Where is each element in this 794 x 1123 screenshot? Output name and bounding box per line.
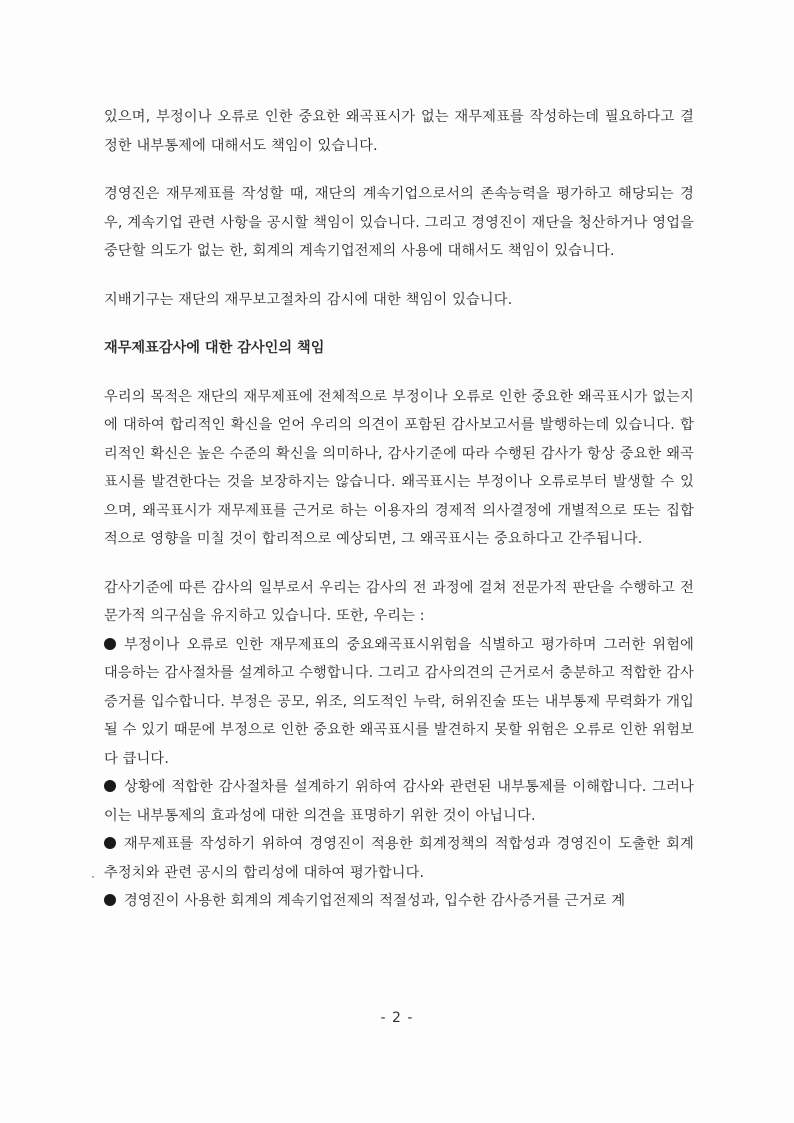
list-item-text: 경영진이 사용한 회계의 계속기업전제의 적절성과, 입수한 감사증거를 근거로 계 <box>124 893 626 909</box>
paragraph-auditor-objective: 우리의 목적은 재단의 재무제표에 전체적으로 부정이나 오류로 인한 중요한 왜곡표시가 없는지에 대하여 합리적인 확신을 얻어 우리의 의견이 포함된 감사보고서를 발행하는데 있습니다. 합리적인 확신은 높은 수준의 확신을 의미하나, 감사기준에 따라 수행된 감사가 항상 중요한 왜곡표시를 발견한다는 것을 보장하지는 않습니다. 왜곡표시는 부정이나 오류로부터 발생할 수 있으며, 왜곡표시가 재무제표를 근거로 하는 이용자의 경제적 의사결정에 개별적으로 또는 집합적으로 영향을 미칠 것이 합리적으로 예상되면, 그 왜곡표시는 중요하다고 간주됩니다. <box>104 388 694 547</box>
list-item <box>104 830 694 887</box>
paragraph-internal-control: 있으며, 부정이나 오류로 인한 중요한 왜곡표시가 없는 재무제표를 작성하는데 필요하다고 결정한 내부통제에 대해서도 책임이 있습니다. <box>104 109 694 154</box>
bullet-icon <box>104 780 116 792</box>
bullet-icon <box>104 894 116 906</box>
list-item-text: 재무제표를 작성하기 위하여 경영진이 적용한 회계정책의 적합성과 경영진이 도출한 회계추정치와 관련 공시의 합리성에 대하여 평가합니다. <box>104 836 694 881</box>
section-heading: 재무제표감사에 대한 감사인의 책임 <box>104 340 325 356</box>
paragraph-professional-judgment: 감사기준에 따른 감사의 일부로서 우리는 감사의 전 과정에 걸쳐 전문가적 판단을 수행하고 전문가적 의구심을 유지하고 있습니다. 또한, 우리는 : <box>104 579 694 624</box>
scan-speck <box>92 876 94 878</box>
page-number: - 2 - <box>380 1010 414 1026</box>
document-body <box>104 103 694 916</box>
list-item <box>104 631 694 774</box>
list-item-text: 부정이나 오류로 인한 재무제표의 중요왜곡표시위험을 식별하고 평가하며 그러한 위험에 대응하는 감사절차를 설계하고 수행합니다. 그리고 감사의견의 근거로서 충분하고 적합한 감사증거를 입수합니다. 부정은 공모, 위조, 의도적인 누락, 허위진술 또는 내부통제 무력화가 개입될 수 있기 때문에 부정으로 인한 중요한 왜곡표시를 발견하지 못할 위험은 오류로 인한 위험보다 큽니다. <box>104 636 694 767</box>
bullet-icon <box>104 837 116 849</box>
list-item-text: 상황에 적합한 감사절차를 설계하기 위하여 감사와 관련된 내부통제를 이해합니다. 그러나 이는 내부통제의 효과성에 대한 의견을 표명하기 위한 것이 아닙니다. <box>104 779 694 824</box>
list-item <box>104 887 694 916</box>
bullet-icon <box>104 638 116 650</box>
audit-procedures-list <box>104 631 694 916</box>
list-item <box>104 773 694 830</box>
paragraph-governance: 지배기구는 재단의 재무보고절차의 감시에 대한 책임이 있습니다. <box>104 291 513 308</box>
paragraph-going-concern: 경영진은 재무제표를 작성할 때, 재단의 계속기업으로서의 존속능력을 평가하고 해당되는 경우, 계속기업 관련 사항을 공시할 책임이 있습니다. 그리고 경영진이 재단을 청산하거나 영업을 중단할 의도가 없는 한, 회계의 계속기업전제의 사용에 대해서도 책임이 있습니다. <box>104 186 694 259</box>
